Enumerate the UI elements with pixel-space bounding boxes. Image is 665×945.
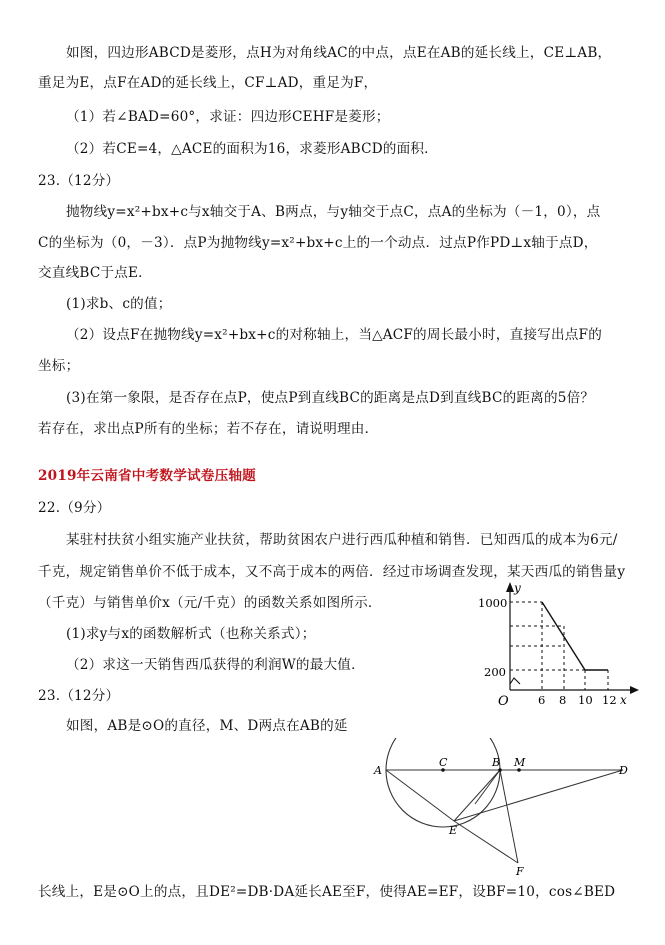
point-label-m: M — [514, 756, 526, 769]
x-tick-10: 10 — [578, 693, 593, 707]
y-tick-200: 200 — [484, 665, 506, 679]
point-label-f: F — [516, 865, 524, 876]
function-line — [542, 602, 608, 670]
x-tick-12: 12 — [602, 693, 617, 707]
y-axis-label: y — [514, 581, 521, 595]
point-label-d: D — [619, 764, 628, 777]
y-tick-1000: 1000 — [478, 596, 508, 610]
q22-header: 22.（9分） — [38, 500, 111, 516]
x-tick-8: 8 — [559, 693, 567, 707]
x-axis-arrow — [630, 686, 639, 694]
q22-line-3: （千克）与销售单价x（元/千克）的函数关系如图所示． — [38, 595, 382, 611]
q22-line-2: 千克，规定销售单价不低于成本，又不高于成本的两倍．经过市场调查发现，某天西瓜的销售量y — [38, 564, 626, 580]
q22-prev-line-3: （1）若∠BAD=60°，求证：四边形CEHF是菱形； — [66, 109, 390, 125]
q23-prev-line-4: (1)求b、c的值； — [66, 296, 172, 312]
geometry-figure — [372, 738, 640, 876]
point-label-b: B — [492, 756, 501, 769]
q22-prev-line-4: （2）若CE=4，△ACE的面积为16，求菱形ABCD的面积． — [66, 141, 438, 157]
q22-line-4: (1)求y与x的函数解析式（也称关系式）； — [66, 626, 316, 642]
q22-prev-line-1: 如图，四边形ABCD是菱形，点H为对角线AC的中点，点E在AB的延长线上，CE⊥AB， — [66, 45, 612, 61]
point-label-c: C — [439, 756, 448, 769]
q23-prev-line-5: （2）设点F在抛物线y=x²+bx+c的对称轴上，当△ACF的周长最小时，直接写出点F的 — [66, 327, 602, 343]
y-axis-arrow — [506, 582, 514, 592]
q23-prev-line-6: 坐标； — [38, 358, 80, 374]
q23-prev-line-2: C的坐标为（0，－3）．点P为抛物线y=x²+bx+c上的一个动点．过点P作PD⊥x轴于点D， — [38, 235, 598, 251]
section-title: 2019年云南省中考数学试卷压轴题 — [38, 468, 256, 484]
q23-prev-line-1: 抛物线y=x²+bx+c与x轴交于A、B两点，与y轴交于点C，点A的坐标为（－1，0），点 — [66, 204, 601, 220]
q22-prev-line-2: 重足为E，点F在AD的延长线上，CF⊥AD，重足为F， — [38, 75, 378, 91]
q23-prev-line-7: (3)在第一象限，是否存在点P，使点P到直线BC的距离是点D到直线BC的距离的5倍？ — [66, 390, 595, 406]
point-label-e: E — [449, 824, 458, 837]
figure-lines — [386, 770, 623, 863]
q22-line-1: 某驻村扶贫小组实施产业扶贫，帮助贫困农户进行西瓜种植和销售．已知西瓜的成本为6元/ — [66, 532, 618, 548]
axis-break-mark — [510, 678, 520, 684]
q23-line-1: 如图，AB是⊙O的直径，M、D两点在AB的延 — [66, 718, 348, 734]
origin-label: O — [498, 694, 509, 709]
q22-line-5: （2）求这一天销售西瓜获得的利润W的最大值． — [66, 657, 365, 673]
function-graph — [440, 578, 640, 710]
guide-lines — [510, 602, 608, 690]
q23-prev-line-8: 若存在，求出点P所有的坐标；若不存在，请说明理由． — [38, 421, 379, 437]
q23-last-line: 长线上，E是⊙O上的点，且DE²=DB·DA延长AE至F，使得AE=EF，设BF=10，cos∠BED — [38, 884, 616, 900]
q23-prev-header: 23.（12分） — [38, 173, 120, 189]
point-label-a: A — [374, 764, 382, 777]
x-axis-label: x — [620, 693, 627, 707]
q23-header: 23.（12分） — [38, 688, 120, 704]
x-tick-6: 6 — [538, 693, 546, 707]
q23-prev-line-3: 交直线BC于点E． — [38, 265, 152, 281]
